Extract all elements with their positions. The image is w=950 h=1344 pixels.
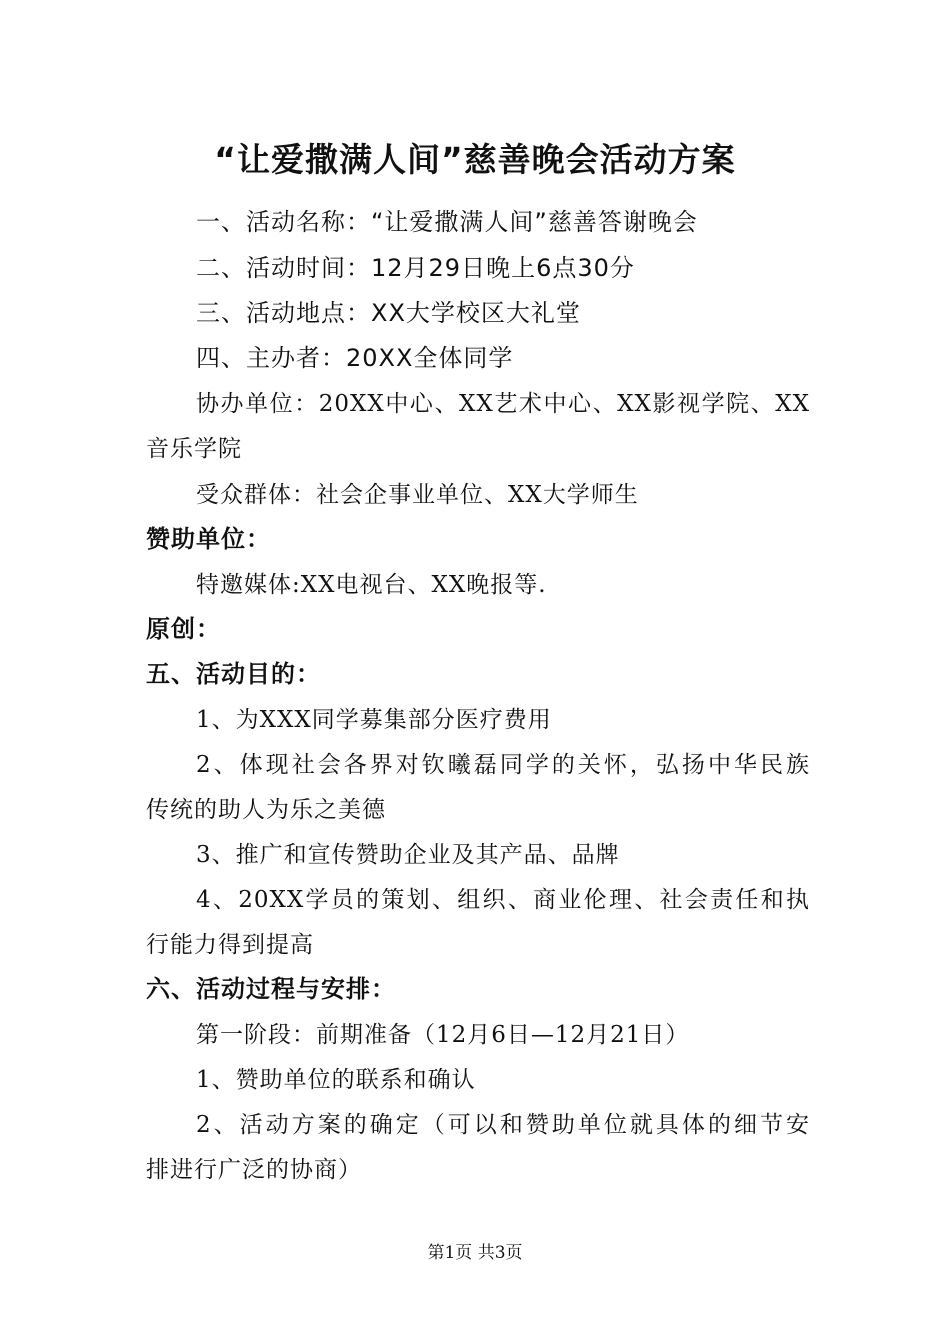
phase-1-item-2: 2、活动方案的确定（可以和赞助单位就具体的细节安	[196, 1112, 810, 1138]
document-title: “让爱撒满人间”慈善晚会活动方案	[214, 140, 736, 179]
media-line: 特邀媒体:XX电视台、XX晚报等.	[196, 572, 547, 598]
purpose-item-4: 4、20XX学员的策划、组织、商业伦理、社会责任和执	[196, 887, 810, 913]
purpose-item-1: 1、为XXX同学募集部分医疗费用	[196, 707, 552, 733]
purpose-item-2-continuation: 传统的助人为乐之美德	[146, 797, 386, 823]
co-organizer-continuation: 音乐学院	[146, 436, 242, 462]
section-5-heading: 五、活动目的：	[146, 660, 321, 688]
phase-1-line: 第一阶段：前期准备（12月6日—12月21日）	[196, 1022, 690, 1048]
purpose-item-2: 2、体现社会各界对钦曦磊同学的关怀，弘扬中华民族	[196, 752, 810, 778]
phase-1-item-1: 1、赞助单位的联系和确认	[196, 1067, 476, 1093]
purpose-item-4-continuation: 行能力得到提高	[146, 932, 314, 958]
sponsor-heading: 赞助单位：	[146, 525, 271, 553]
activity-time-line: 二、活动时间：12月29日晚上6点30分	[196, 254, 635, 282]
activity-name-line: 一、活动名称：“让爱撒满人间”慈善答谢晚会	[196, 208, 698, 236]
original-heading: 原创：	[146, 615, 221, 643]
organizer-line: 四、主办者：20XX全体同学	[196, 344, 514, 372]
section-6-heading: 六、活动过程与安排：	[146, 975, 396, 1003]
purpose-item-3: 3、推广和宣传赞助企业及其产品、品牌	[196, 842, 620, 868]
co-organizer-line: 协办单位：20XX中心、XX艺术中心、XX影视学院、XX	[196, 391, 810, 417]
phase-1-item-2-continuation: 排进行广泛的协商）	[146, 1157, 362, 1183]
page-footer: 第1页 共3页	[427, 1243, 523, 1263]
audience-line: 受众群体：社会企事业单位、XX大学师生	[196, 482, 639, 508]
activity-location-line: 三、活动地点：XX大学校区大礼堂	[196, 299, 581, 327]
